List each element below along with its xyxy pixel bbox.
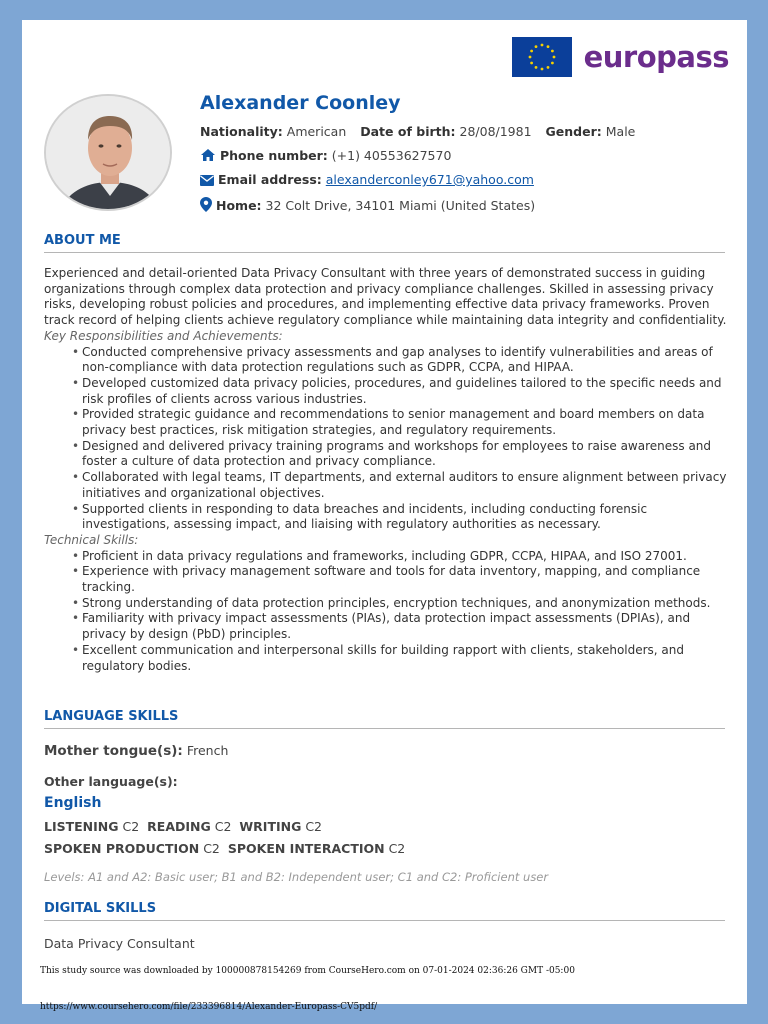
reading-level: C2 bbox=[214, 819, 232, 834]
language-skills-row-2 bbox=[44, 841, 405, 856]
list-item: • Excellent communication and interpersonal skills for building rapport with clients, stakeholders, and regulatory bodies. bbox=[44, 643, 728, 674]
europass-wordmark: europass bbox=[583, 40, 729, 74]
technical-skills-list bbox=[44, 549, 728, 675]
home-label: Home: bbox=[216, 198, 262, 213]
digital-skills-heading: DIGITAL SKILLS bbox=[44, 901, 725, 921]
other-languages-label bbox=[44, 774, 178, 789]
dob-value: 28/08/1981 bbox=[459, 124, 532, 139]
reading-label: READING bbox=[147, 819, 211, 834]
personal-details-line bbox=[200, 124, 635, 139]
person-name: Alexander Coonley bbox=[200, 92, 401, 114]
phone-line bbox=[200, 148, 451, 163]
list-item: • Familiarity with privacy impact assessments (PIAs), data protection impact assessments (DPIAs), and privacy by design (PbD) principles. bbox=[44, 611, 728, 642]
phone-label: Phone number: bbox=[220, 148, 328, 163]
dob-label: Date of birth: bbox=[360, 124, 456, 139]
responsibilities-label: Key Responsibilities and Achievements: bbox=[44, 328, 283, 343]
list-item: • Collaborated with legal teams, IT departments, and external auditors to ensure alignment between privacy initiatives and organizational objectives. bbox=[44, 470, 728, 501]
spoken-production-level: C2 bbox=[203, 841, 220, 856]
email-line bbox=[200, 172, 534, 187]
cv-page bbox=[22, 20, 747, 1004]
envelope-icon bbox=[200, 175, 214, 186]
nationality-value: American bbox=[286, 124, 347, 139]
list-item: • Strong understanding of data protection principles, encryption techniques, and anonymization methods. bbox=[44, 596, 728, 612]
levels-note: Levels: A1 and A2: Basic user; B1 and B2: Independent user; C1 and C2: Proficient user bbox=[44, 870, 549, 884]
listening-label: LISTENING bbox=[44, 819, 119, 834]
top-band bbox=[0, 0, 768, 20]
home-value: 32 Colt Drive, 34101 Miami (United States) bbox=[265, 198, 536, 213]
list-item: • Designed and delivered privacy training programs and workshops for employees to raise awareness and foster a culture of data protection and privacy compliance. bbox=[44, 439, 728, 470]
phone-value: (+1) 40553627570 bbox=[331, 148, 452, 163]
gender-label: Gender: bbox=[545, 124, 602, 139]
language-skills-row-1 bbox=[44, 819, 322, 834]
europass-logo bbox=[512, 37, 729, 77]
language-skills-heading: LANGUAGE SKILLS bbox=[44, 709, 725, 729]
email-label: Email address: bbox=[218, 172, 322, 187]
technical-skills-label: Technical Skills: bbox=[44, 532, 139, 547]
mother-tongue-label: Mother tongue(s): bbox=[44, 743, 183, 759]
profile-photo bbox=[44, 94, 172, 211]
list-item: • Provided strategic guidance and recommendations to senior management and board members on data privacy best practices, risk mitigation strategies, and regulatory requirements. bbox=[44, 407, 728, 438]
list-item: • Developed customized data privacy policies, procedures, and guidelines tailored to the specific needs and risk profiles of clients across various industries. bbox=[44, 376, 728, 407]
nationality-label: Nationality: bbox=[200, 124, 283, 139]
other-language-name bbox=[44, 795, 101, 811]
writing-label: WRITING bbox=[239, 819, 302, 834]
about-summary: Experienced and detail-oriented Data Privacy Consultant with three years of demonstrated success in guiding organizations through complex data protection and privacy compliance challenges. Skilled in assessing privacy risks, developing robust policies and procedures, and implementing effective data privacy frameworks. Proven track record of helping clients achieve regulatory compliance while maintaining data integrity and confidentiality. bbox=[44, 266, 727, 328]
english-label: English bbox=[44, 795, 102, 811]
list-item: • Experience with privacy management software and tools for data inventory, mapping, and compliance tracking. bbox=[44, 564, 728, 595]
source-url[interactable]: https://www.coursehero.com/file/233396814/Alexander-Europass-CV5pdf/ bbox=[40, 1002, 378, 1012]
list-item: • Supported clients in responding to data breaches and incidents, including conducting forensic investigations, assessing impact, and liaising with regulatory authorities as necessary. bbox=[44, 502, 728, 533]
responsibilities-list bbox=[44, 345, 728, 533]
spoken-interaction-level: C2 bbox=[388, 841, 406, 856]
mother-tongue-line bbox=[44, 743, 228, 759]
download-watermark: This study source was downloaded by 100000878154269 from CourseHero.com on 07-01-2024 02:36:26 GMT -05:00 bbox=[40, 966, 575, 976]
about-me-section bbox=[44, 266, 728, 674]
list-item: • Proficient in data privacy regulations and frameworks, including GDPR, CCPA, HIPAA, and ISO 27001. bbox=[44, 549, 728, 565]
other-languages-text: Other language(s): bbox=[44, 774, 178, 789]
email-link[interactable]: alexanderconley671@yahoo.com bbox=[325, 172, 534, 187]
digital-skill-item: Data Privacy Consultant bbox=[44, 936, 195, 951]
gender-value: Male bbox=[605, 124, 636, 139]
home-address-line bbox=[200, 197, 535, 213]
writing-level: C2 bbox=[305, 819, 323, 834]
map-pin-icon bbox=[200, 197, 212, 212]
about-me-heading: ABOUT ME bbox=[44, 233, 725, 253]
eu-flag-icon bbox=[512, 37, 572, 77]
mother-tongue-value: French bbox=[186, 743, 229, 758]
list-item: • Conducted comprehensive privacy assessments and gap analyses to identify vulnerabilities and areas of non-compliance with data protection regulations such as GDPR, CCPA, and HIPAA. bbox=[44, 345, 728, 376]
spoken-interaction-label: SPOKEN INTERACTION bbox=[227, 841, 385, 856]
home-phone-icon bbox=[200, 148, 216, 162]
spoken-production-label: SPOKEN PRODUCTION bbox=[44, 841, 200, 856]
listening-level: C2 bbox=[122, 819, 140, 834]
